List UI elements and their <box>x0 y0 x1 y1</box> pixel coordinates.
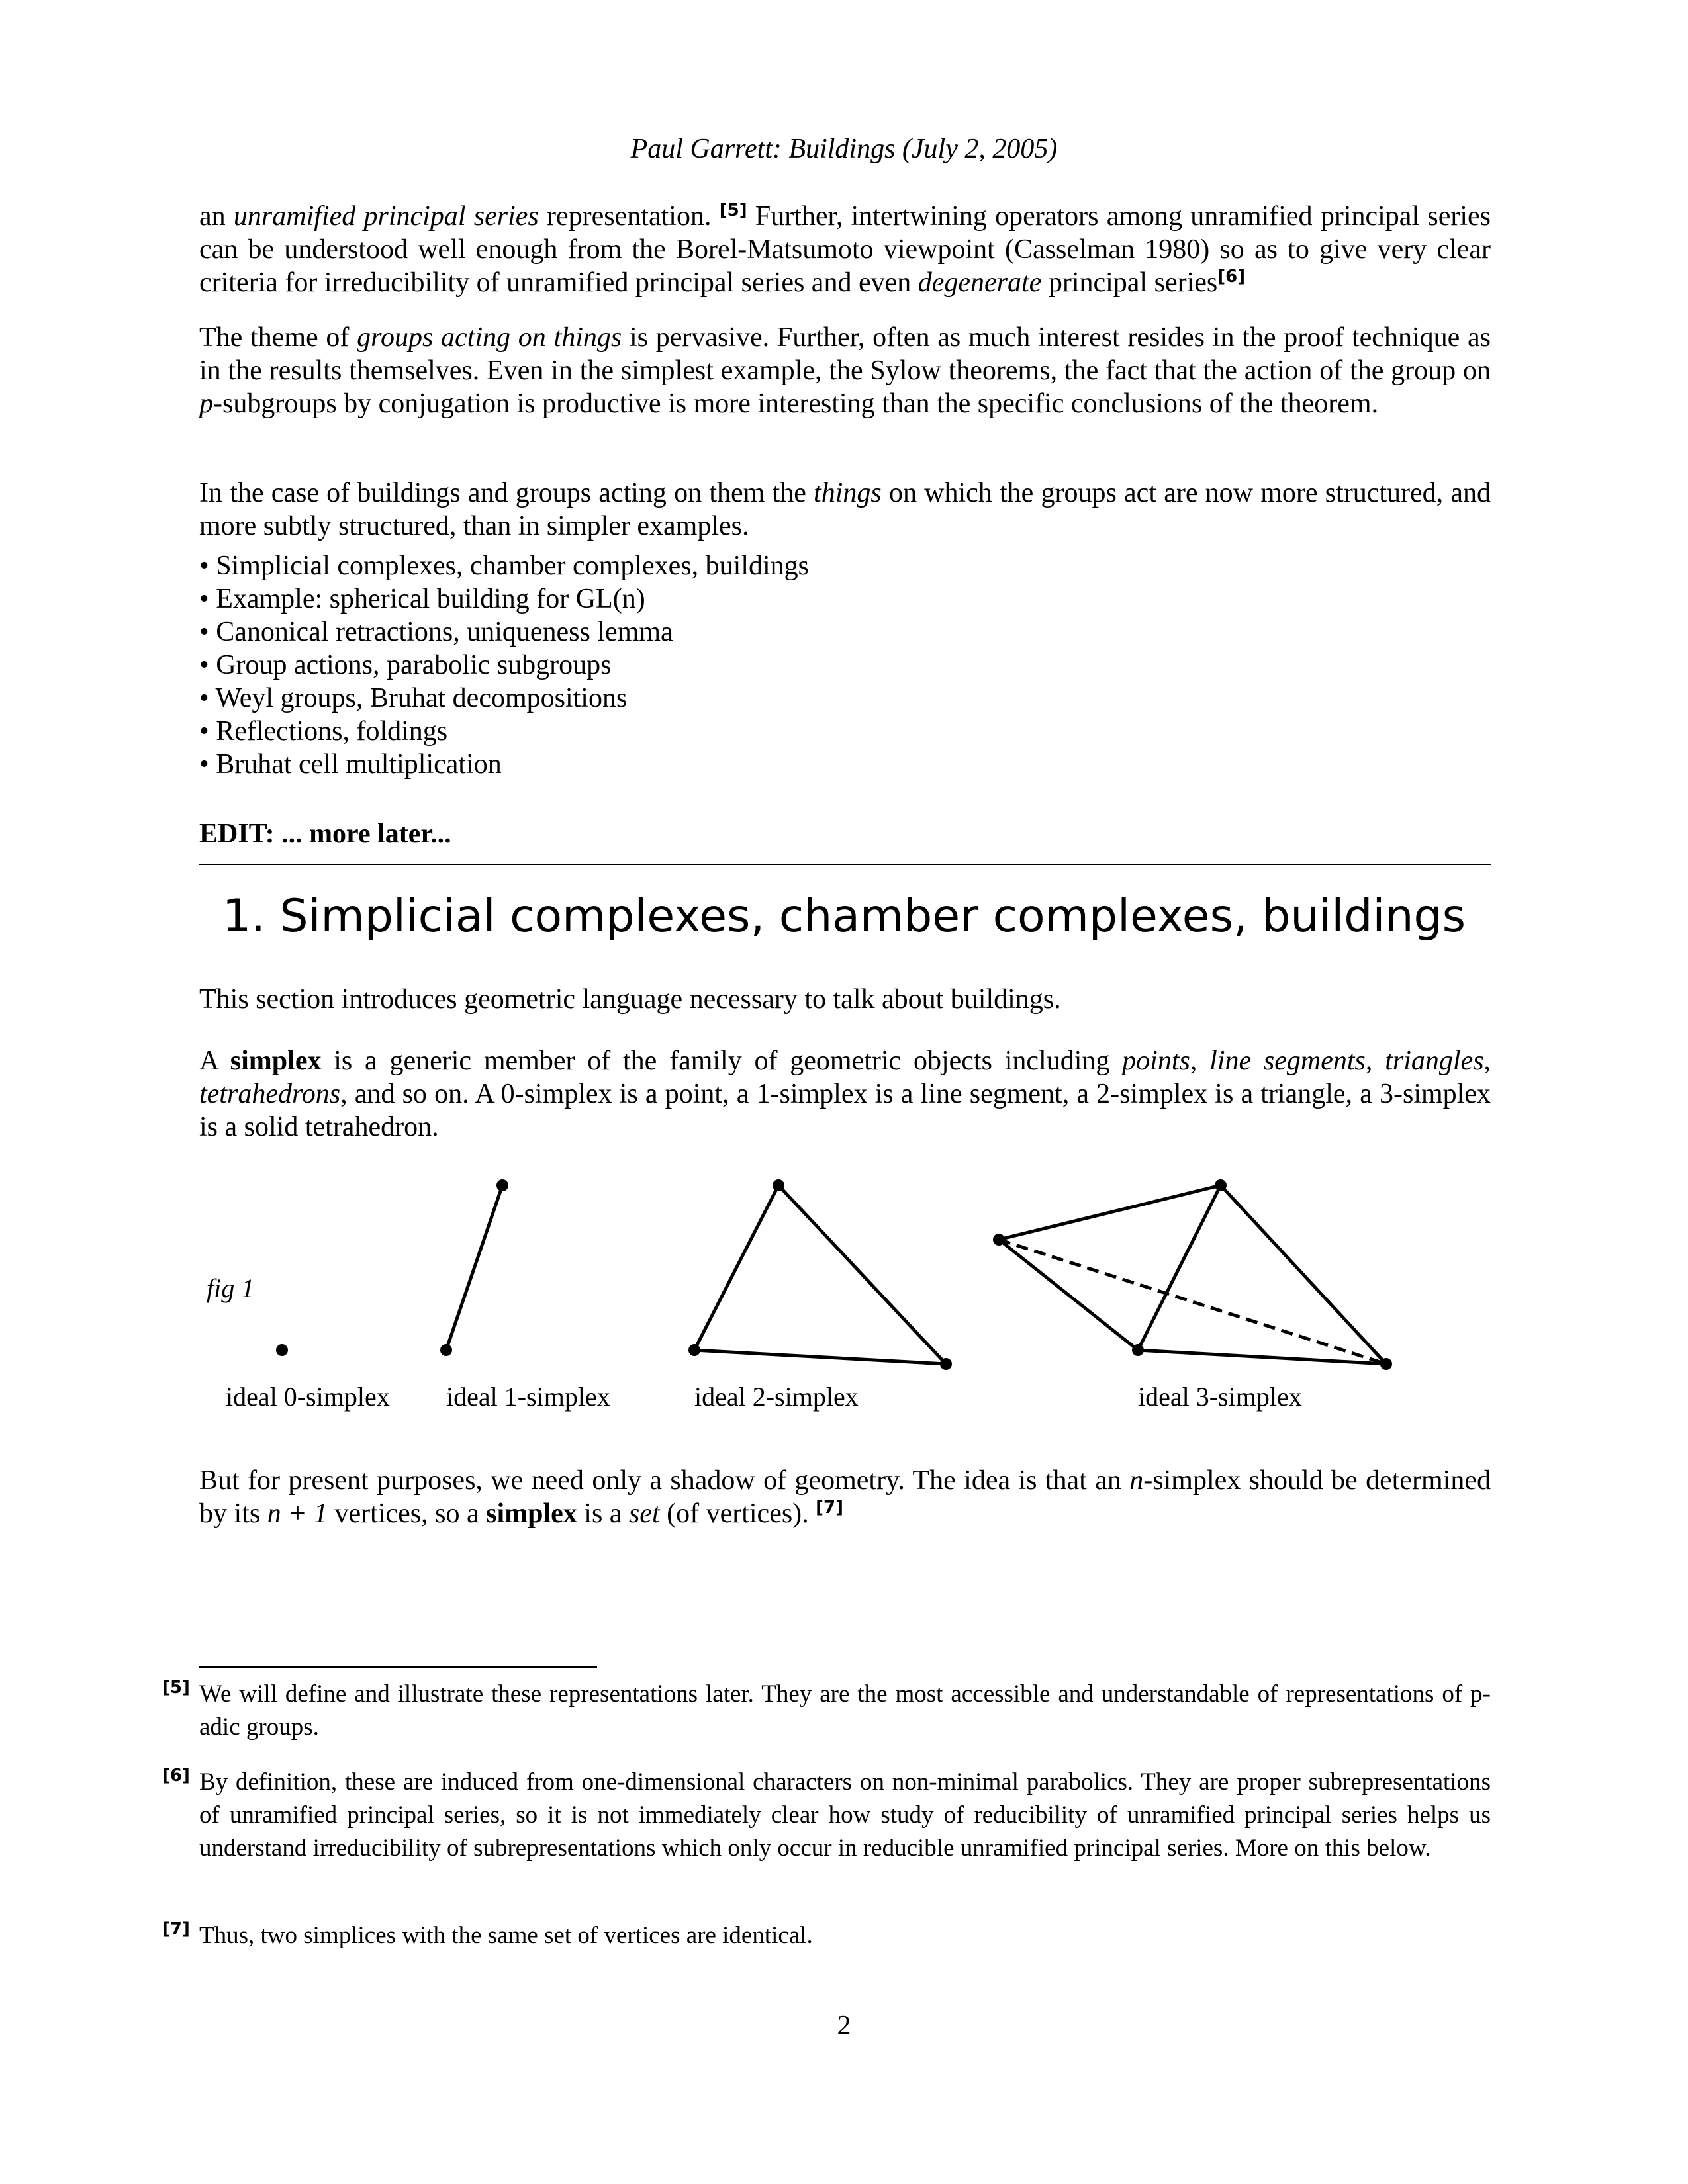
footnote-ref-6[interactable]: [6] <box>1217 267 1246 287</box>
footnote-divider <box>199 1666 597 1668</box>
vertex <box>1215 1179 1227 1191</box>
edge <box>1138 1185 1221 1350</box>
vertex <box>1380 1358 1392 1370</box>
triangle <box>694 1185 946 1364</box>
edge <box>999 1240 1138 1350</box>
list-item: • Canonical retractions, uniqueness lemma <box>199 617 673 647</box>
vertex <box>940 1358 952 1370</box>
edge <box>446 1185 502 1350</box>
vertex <box>993 1234 1005 1246</box>
edge <box>999 1185 1221 1240</box>
paragraph-section-intro: This section introduces geometric language necessary to talk about buildings. <box>199 984 1061 1015</box>
vertex <box>496 1179 508 1191</box>
paragraph-simplex-definition: A simplex is a generic member of the family of geometric objects including points, line segments, triangles, tetrahedrons, and so on. A 0-simplex is a point, a 1-simplex is a line segment, a 2-simplex is a triangle, a 3-simplex is a solid tetrahedron. <box>199 1046 1491 1142</box>
footnote-ref-7[interactable]: [7] <box>816 1498 844 1518</box>
vertex <box>440 1344 452 1356</box>
list-item: • Reflections, foldings <box>199 716 448 747</box>
edge <box>1138 1350 1386 1364</box>
vertex <box>688 1344 700 1356</box>
vertex <box>276 1344 288 1356</box>
list-item: • Simplicial complexes, chamber complexes, buildings <box>199 551 810 581</box>
caption-2-simplex: ideal 2-simplex <box>694 1382 859 1412</box>
page-number: 2 <box>837 2011 851 2041</box>
footnote-ref-5[interactable]: [5] <box>719 201 747 220</box>
paragraph-intro: an unramified principal series representation. [5] Further, intertwining operators among unramified principal series can be understood well enough from the Borel-Matsumoto viewpoint (Casselman 1980) so as to give very clear criteria for irreducibility of unramified principal series and even degenerate principal series[6] <box>199 201 1491 298</box>
footnote-5: [5] We will define and illustrate these representations later. They are the most accessible and understandable of representations of p-adic groups. <box>162 1678 1491 1741</box>
footnote-7: [7] Thus, two simplices with the same set of vertices are identical. <box>162 1919 813 1949</box>
paragraph-buildings: In the case of buildings and groups acting on them the things on which the groups act are now more structured, and more subtly structured, than in simpler examples. <box>199 478 1491 541</box>
list-item: • Example: spherical building for GL(n) <box>199 584 645 614</box>
paragraph-shadow-geometry: But for present purposes, we need only a shadow of geometry. The idea is that an n-simplex should be determined by its n + 1 vertices, so a simplex is a set (of vertices). [7] <box>199 1465 1491 1529</box>
list-item: • Weyl groups, Bruhat decompositions <box>199 683 628 713</box>
caption-0-simplex: ideal 0-simplex <box>226 1382 390 1412</box>
paragraph-theme: The theme of groups acting on things is pervasive. Further, often as much interest resides in the proof technique as in the results themselves. Even in the simplest example, the Sylow theorems, the fact that the action of the group on p-subgroups by conjugation is productive is more interesting than the specific conclusions of the theorem. <box>199 322 1491 419</box>
figure-label: fig 1 <box>207 1273 255 1303</box>
list-item: • Group actions, parabolic subgroups <box>199 650 612 680</box>
list-item: • Bruhat cell multiplication <box>199 749 502 780</box>
caption-3-simplex: ideal 3-simplex <box>1138 1382 1302 1412</box>
edit-note: EDIT: ... more later... <box>199 819 451 849</box>
vertex <box>773 1179 784 1191</box>
caption-1-simplex: ideal 1-simplex <box>446 1382 610 1412</box>
section-title: 1. Simplicial complexes, chamber complexes, buildings <box>222 890 1466 942</box>
vertex <box>1132 1344 1144 1356</box>
footnote-6: [6] By definition, these are induced from one-dimensional characters on non-minimal parabolics. They are proper subrepresentations of unramified principal series, so it is not immediately clear how study of reducibility of unramified principal series helps us understand irreducibility of subrepresentations which only occur in reducible unramified principal series. More on this below. <box>162 1766 1491 1862</box>
running-header: Paul Garrett: Buildings (July 2, 2005) <box>630 134 1058 164</box>
